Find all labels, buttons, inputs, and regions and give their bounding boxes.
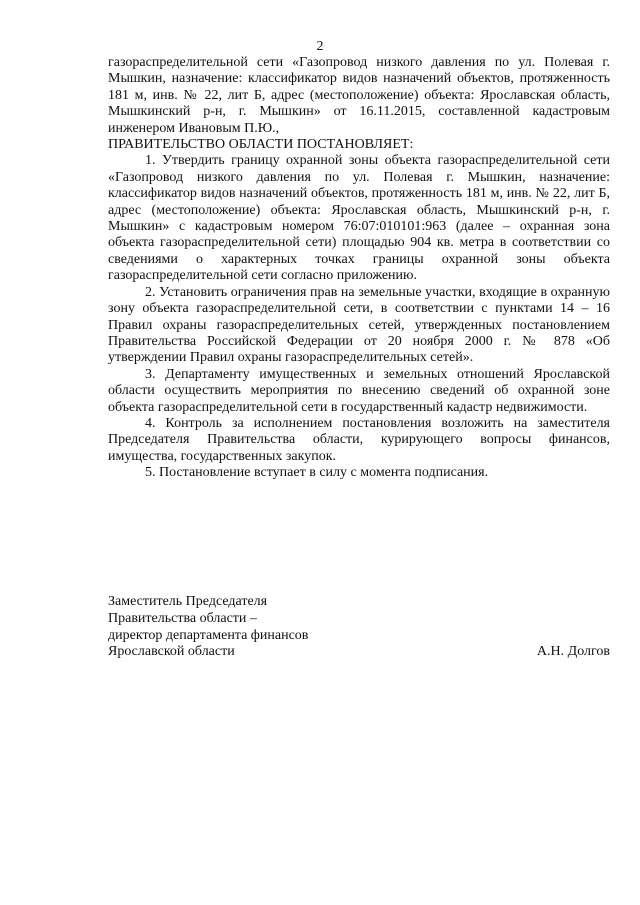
- decree-heading: ПРАВИТЕЛЬСТВО ОБЛАСТИ ПОСТАНОВЛЯЕТ:: [108, 137, 414, 153]
- decree-item-4: 4. Контроль за исполнением постановления возложить на заместителя Председателя Правительства области, курирующего вопросы финансов, имущества, государственных закупок.: [108, 415, 610, 464]
- signatory-title-line-3: директор департамента финансов: [108, 627, 309, 643]
- signatory-region: Ярославской области: [108, 644, 235, 660]
- intro-paragraph: газораспределительной сети «Газопровод низкого давления по ул. Полевая г. Мышкин, назначение: классификатор видов назначений объектов, протяженность 181 м, инв. № 22, лит Б, адрес (местоположение) объекта: Ярославская область, Мышкинский р-н, г. Мышкин» от 16.11.2015, составленной кадастровым инженером Ивановым П.Ю.,: [108, 55, 610, 136]
- signatory-title-line-4: [108, 644, 610, 661]
- signatory-title-line-2: Правительства области –: [108, 610, 257, 626]
- signatory-title-line-1: Заместитель Председателя: [108, 594, 268, 609]
- signatory-name: А.Н. Долгов: [536, 644, 610, 660]
- decree-item-1: 1. Утвердить границу охранной зоны объекта газораспределительной сети «Газопровод низкого давления по ул. Полевая г. Мышкин, назначение: классификатор видов назначений объектов, протяженность 181 м, инв. № 22, лит Б, адрес (местоположение) объекта: Ярославская область, Мышкинский р-н, г. Мышкин» с кадастровым номером 76:07:010101:963 (далее – охранная зона объекта газораспределительной сети) площадью 904 кв. метра в соответствии со сведениями о характерных точках границы охранной зоны объекта газораспределительной сети согласно приложению.: [108, 153, 610, 284]
- decree-item-3: 3. Департаменту имущественных и земельных отношений Ярославской области осуществить мероприятия по внесению сведений об охранной зоне объекта газораспределительной сети в государственный кадастр недвижимости.: [108, 366, 610, 415]
- signature-block: [108, 594, 610, 661]
- decree-item-5: 5. Постановление вступает в силу с момента подписания.: [145, 465, 489, 481]
- page-number: 2: [316, 39, 324, 54]
- document-body: [108, 55, 610, 482]
- decree-item-2: 2. Установить ограничения прав на земельные участки, входящие в охранную зону объекта газораспределительной сети, в соответствии с пунктами 14 – 16 Правил охраны газораспределительных сетей, утвержденных постановлением Правительства Российской Федерации от 20 ноября 2000 г. № 878 «Об утверждении Правил охраны газораспределительных сетей».: [108, 284, 610, 366]
